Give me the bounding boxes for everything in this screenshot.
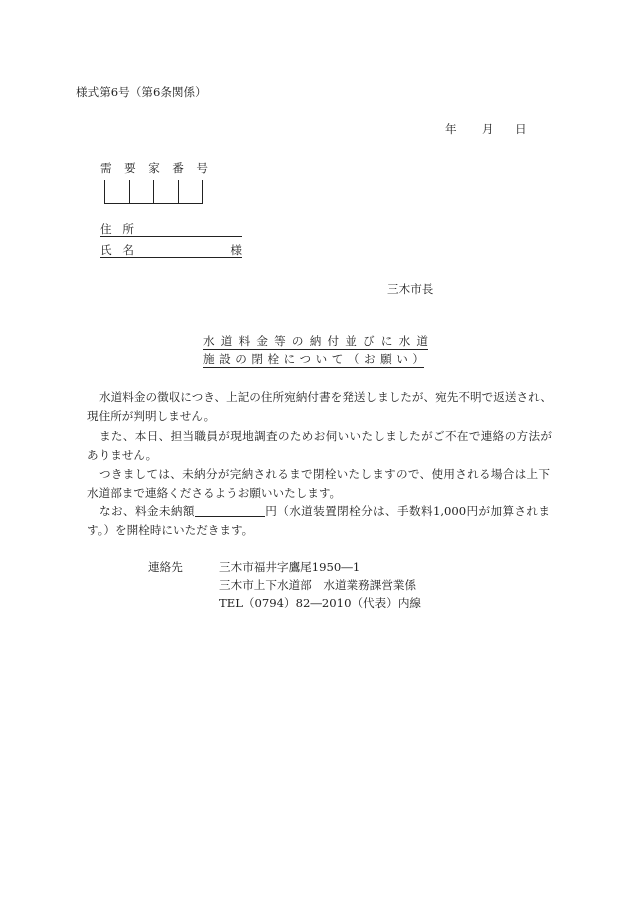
name-label: 氏名	[100, 243, 134, 257]
contact-phone: TEL（0794）82―2010（代表）内線	[219, 596, 422, 610]
form-number: 様式第6号（第6条関係）	[76, 85, 207, 99]
document-title-line-2: 施設の閉栓について（お願い）	[203, 352, 424, 366]
customer-number-boxes	[104, 180, 203, 204]
contact-label: 連絡先	[148, 560, 183, 574]
body-line: す。）を開栓時にいただきます。	[87, 523, 254, 537]
date-day-label: 日	[515, 122, 527, 136]
body-line: ありません。	[87, 448, 158, 462]
unpaid-amount-prefix: なお、料金未納額	[99, 504, 195, 518]
document-title-line-1: 水道料金等の納付並びに水道	[203, 334, 428, 348]
honorific: 様	[230, 243, 242, 257]
customer-number-label: 需要家番号	[100, 161, 208, 175]
body-line: 水道部まで連絡くださるようお願いいたします。	[87, 486, 342, 500]
date-year-label: 年	[445, 122, 457, 136]
address-label: 住所	[100, 222, 134, 236]
contact-department: 三木市上下水道部 水道業務課営業係	[219, 578, 417, 592]
contact-address: 三木市福井字鷹尾1950―1	[219, 560, 361, 574]
customer-number-cell	[153, 180, 178, 203]
date-month-label: 月	[482, 122, 494, 136]
body-line	[87, 505, 550, 518]
sender: 三木市長	[387, 282, 434, 296]
customer-number-cell	[129, 180, 154, 203]
body-line: 現住所が判明しません。	[87, 409, 216, 423]
name-field	[100, 244, 242, 258]
unpaid-amount-suffix: 円（水道装置閉栓分は、手数料1,000円が加算されま	[264, 504, 550, 518]
customer-number-cell	[104, 180, 129, 203]
body-line: 水道料金の徴収につき、上記の住所宛納付書を発送しましたが、宛先不明で返送され、	[99, 390, 552, 404]
body-line: また、本日、担当職員が現地調査のためお伺いいたしましたがご不在で連絡の方法が	[99, 429, 552, 443]
unpaid-amount-blank	[195, 515, 265, 517]
body-line: つきましては、未納分が完納されるまで閉栓いたしますので、使用される場合は上下	[99, 467, 550, 481]
address-field	[100, 223, 242, 237]
customer-number-cell	[178, 180, 204, 203]
